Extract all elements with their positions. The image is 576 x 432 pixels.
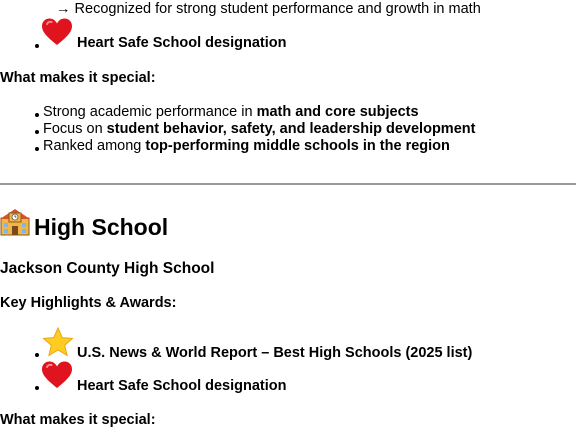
special-point: Focus on student behavior, safety, and leadership development [43, 121, 476, 137]
school-building-icon [0, 208, 30, 236]
heart-icon [41, 18, 73, 46]
award-heart-safe: Heart Safe School designation [77, 35, 287, 51]
sub-item [56, 1, 481, 17]
award-us-news: U.S. News & World Report – Best High Schools (2025 list) [77, 345, 473, 361]
heart-icon [41, 361, 73, 389]
arrow-icon: → [56, 1, 71, 17]
bullet [35, 130, 39, 134]
section-heading: High School [34, 214, 169, 240]
highlights-label: Key Highlights & Awards: [0, 295, 177, 311]
bullet [35, 386, 39, 390]
bullet [35, 353, 39, 357]
what-makes-special-label: What makes it special: [0, 412, 156, 428]
bullet [35, 147, 39, 151]
section-divider [0, 183, 576, 185]
special-point: Ranked among top-performing middle schools in the region [43, 138, 450, 154]
school-name: Jackson County High School [0, 260, 215, 277]
bullet [35, 113, 39, 117]
star-icon [42, 327, 74, 358]
special-point: Strong academic performance in math and core subjects [43, 104, 419, 120]
award-heart-safe: Heart Safe School designation [77, 378, 287, 394]
what-makes-special-label: What makes it special: [0, 70, 156, 86]
sub-item-text: Recognized for strong student performance and growth in math [74, 1, 481, 17]
bullet [35, 44, 39, 48]
